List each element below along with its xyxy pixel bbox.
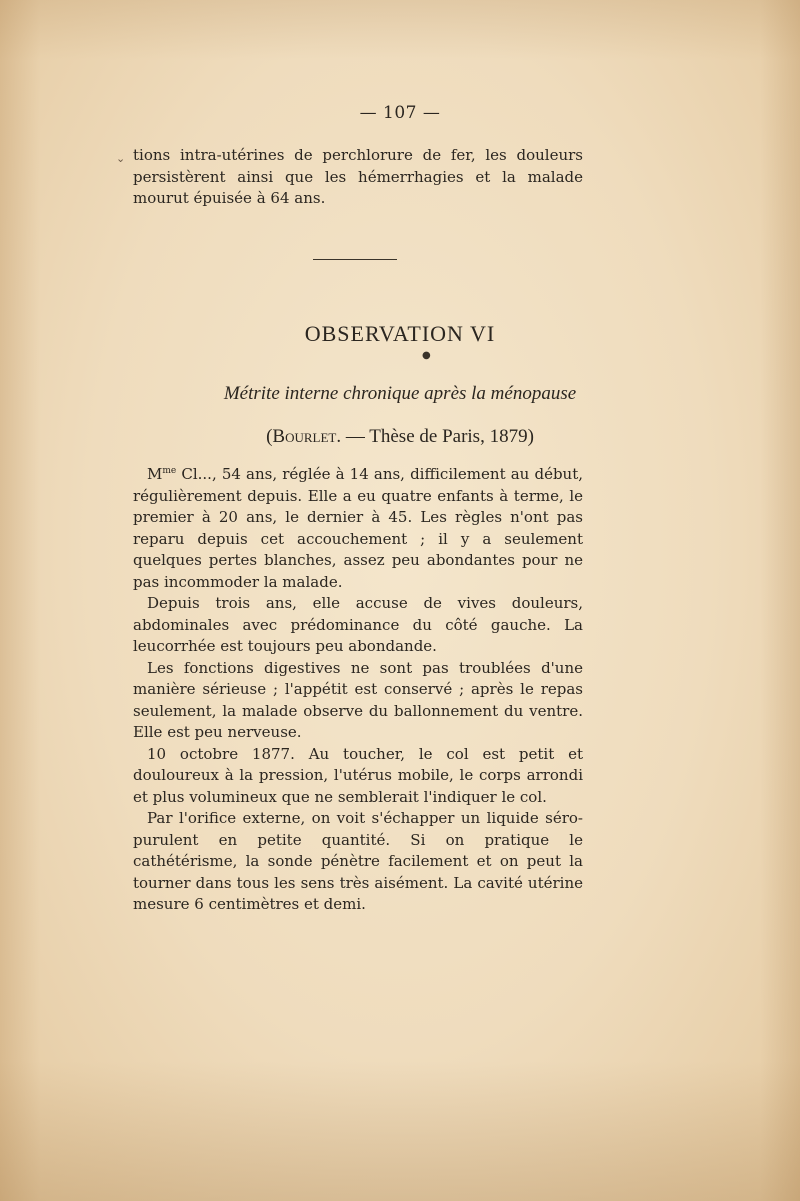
observation-title: OBSERVATION VI [304, 321, 496, 346]
ornament-dot: ● [422, 350, 431, 361]
reference-open: ( [266, 426, 273, 447]
stray-ink-mark: ⌄ [116, 152, 126, 165]
paragraph-5: Par l'orifice externe, on voit s'échapper un liquide séro-purulent en petite quantité. Si on pratique le cathétérisme, la sonde pénètre facilement et on peut la tourner dans tous les sens très aisément. La cavité utérine mesure 6 centimètres et demi. [133, 809, 583, 913]
paragraph-3: Les fonctions digestives ne sont pas troublées d'une manière sérieuse ; l'appétit est conservé ; après le repas seulement, la malade observe du ballonnement du ventre. Elle est peu nerveuse. [133, 658, 583, 741]
observation-subtitle: Métrite interne chronique après la ménopause [223, 383, 577, 404]
page-number: — 107 — [359, 103, 441, 123]
paper-edge-left [0, 0, 40, 1201]
paragraph-2: Depuis trois ans, elle accuse de vives douleurs, abdominales avec prédominance du côté gauche. La leucorrhée est toujours peu abondande. [133, 594, 583, 655]
section-divider [313, 259, 397, 260]
paragraph-4: 10 octobre 1877. Au toucher, le col est petit et douloureux à la pression, l'utérus mobile, le corps arrondi et plus volumineux que ne semblerait l'indiquer le col. [133, 744, 583, 806]
honorific-superscript: me [162, 466, 177, 476]
paper-edge-bottom [0, 1061, 800, 1201]
paragraph-1-text: Cl..., 54 ans, réglée à 14 ans, difficilement au début, régulièrement depuis. Elle a eu quatre enfants à terme, le premier à 20 ans, le dernier à 45. Les règles n'ont pas reparu depuis cet accouchement ; il y a seulement quelques pertes blanches, assez peu abondantes pour ne pas incommoder la malade. [133, 465, 583, 591]
paragraph-1 [133, 464, 583, 593]
intro-paragraph [133, 145, 583, 210]
paper-edge-top [0, 0, 800, 60]
honorific: M [147, 465, 163, 483]
paper-edge-right [760, 0, 800, 1201]
reference-line [0, 426, 800, 448]
reference-rest: . — Thèse de Paris, 1879) [336, 426, 534, 447]
reference-author: Bourlet [272, 426, 337, 447]
intro-text: tions intra-utérines de perchlorure de fer, les douleurs persistèrent ainsi que les hémerrhagies et la malade mourut épuisée à 64 ans. [133, 146, 583, 207]
observation-body [133, 464, 583, 916]
